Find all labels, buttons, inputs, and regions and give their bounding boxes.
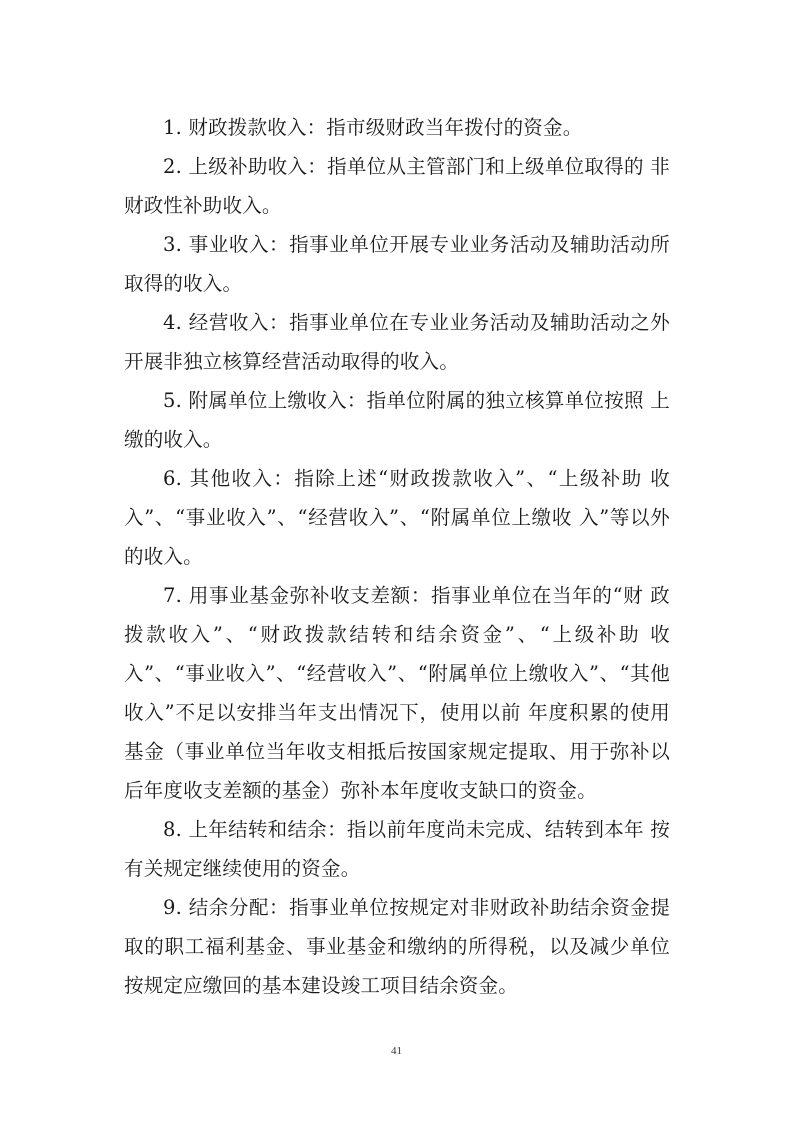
paragraph-item-6: 6. 其他收入：指除上述“财政拨款收入”、“上级补助 收入”、“事业收入”、“经营收入”、“附属单位上缴收 入”等以外的收入。	[124, 467, 670, 568]
paragraph-item-8: 8. 上年结转和结余：指以前年度尚未完成、结转到本年 按有关规定继续使用的资金。	[124, 818, 670, 880]
paragraph-item-1: 1. 财政拨款收入：指市级财政当年拨付的资金。	[163, 116, 583, 139]
paragraph-item-3: 3. 事业收入：指事业单位开展专业业务活动及辅助活动所取得的收入。	[124, 233, 670, 295]
paragraph-item-4: 4. 经营收入：指事业单位在专业业务活动及辅助活动之外开展非独立核算经营活动取得的收入。	[124, 311, 670, 373]
paragraph-item-7: 7. 用事业基金弥补收支差额：指事业单位在当年的“财 政拨款收入”、“财政拨款结转和结余资金”、“上级补助 收入”、“事业收入”、“经营收入”、“附属单位上缴收入”、“其他收入”不足以安排当年支出情况下，使用以前 年度积累的使用基金（事业单位当年收支相抵后按国家规定提取、用于弥补以后年度收支差额的基金）弥补本年度收支缺口的资金。	[124, 584, 670, 802]
paragraph-item-5: 5. 附属单位上缴收入：指单位附属的独立核算单位按照 上缴的收入。	[124, 389, 670, 451]
paragraph-item-9: 9. 结余分配：指事业单位按规定对非财政补助结余资金提取的职工福利基金、事业基金和缴纳的所得税，以及减少单位按规定应缴回的基本建设竣工项目结余资金。	[124, 896, 670, 997]
page-number: 41	[391, 1045, 402, 1057]
paragraph-item-2: 2. 上级补助收入：指单位从主管部门和上级单位取得的 非财政性补助收入。	[124, 155, 670, 217]
document-body	[124, 108, 670, 1005]
